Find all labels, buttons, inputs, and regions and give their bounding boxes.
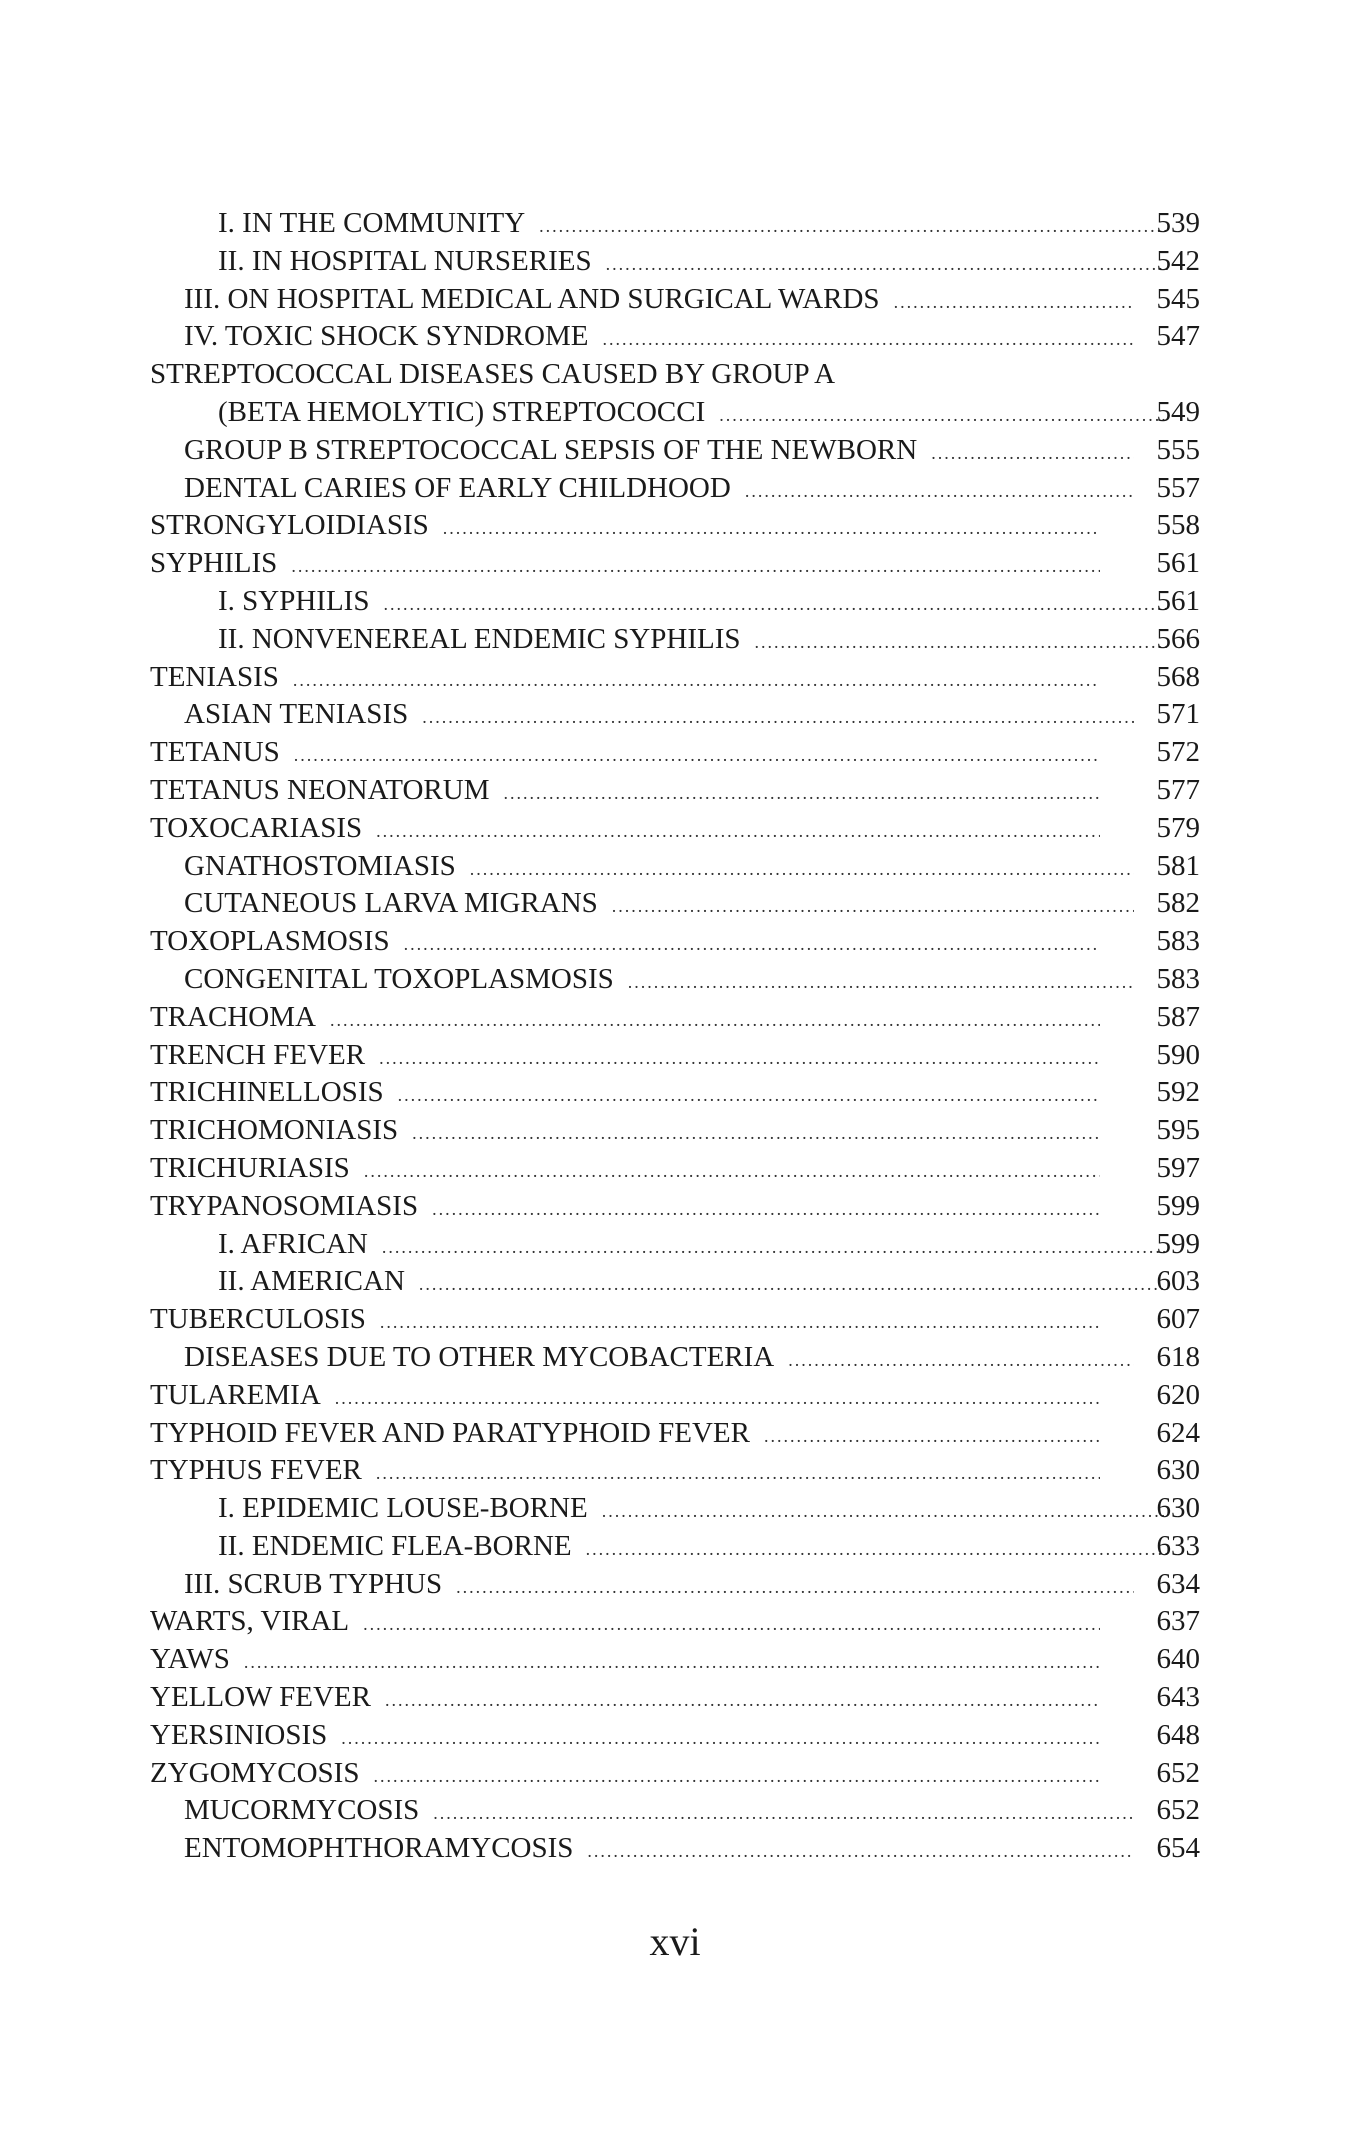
toc-entry-text [150, 1603, 1100, 1641]
toc-entry-label: III. SCRUB TYPHUS [184, 1567, 443, 1600]
toc-entry-text [150, 1679, 1100, 1717]
dot-leader [539, 208, 1168, 243]
dot-leader [755, 624, 1169, 659]
dot-leader [788, 1342, 1134, 1377]
toc-entry [150, 621, 1200, 659]
toc-entry [150, 1112, 1200, 1150]
toc-entry [150, 772, 1200, 810]
toc-entry-label: CUTANEOUS LARVA MIGRANS [184, 887, 598, 920]
toc-entry [150, 1037, 1200, 1075]
dot-leader [291, 548, 1100, 583]
toc-entry-page-number: 566 [1156, 622, 1200, 655]
toc-entry-page-number: 583 [1156, 962, 1200, 995]
toc-entry-label: I. IN THE COMMUNITY [218, 207, 526, 239]
toc-entry [150, 470, 1200, 508]
dot-leader [432, 1191, 1100, 1226]
toc-entry [150, 1188, 1200, 1226]
toc-entry-label: TYPHOID FEVER AND PARATYPHOID FEVER [150, 1416, 750, 1449]
toc-entry-text [150, 1792, 1134, 1830]
toc-entry-label: III. ON HOSPITAL MEDICAL AND SURGICAL WARDS [184, 282, 880, 315]
dot-leader [443, 510, 1100, 545]
dot-leader [293, 662, 1100, 697]
dot-leader [244, 1644, 1100, 1679]
toc-entry-text [150, 810, 1100, 848]
toc-entry [150, 734, 1200, 772]
toc-entry-text [150, 1226, 1168, 1264]
dot-leader [587, 1833, 1134, 1868]
toc-entry-label: TULAREMIA [150, 1378, 321, 1411]
toc-entry-label: II. AMERICAN [218, 1265, 405, 1298]
toc-entry-label: ENTOMOPHTHORAMYCOSIS [184, 1832, 574, 1865]
toc-entry-page-number: 592 [1156, 1076, 1200, 1109]
toc-entry-label: TUBERCULOSIS [150, 1303, 366, 1336]
dot-leader [398, 1077, 1100, 1112]
toc-entry-label: CONGENITAL TOXOPLASMOSIS [184, 962, 614, 995]
toc-entry-page-number: 652 [1156, 1756, 1200, 1789]
toc-entry [150, 205, 1200, 243]
dot-leader [612, 888, 1134, 923]
toc-entry [150, 961, 1200, 999]
toc-entry-page-number: 577 [1156, 773, 1200, 806]
toc-entry [150, 1452, 1200, 1490]
toc-entry-page-number: 618 [1156, 1340, 1200, 1373]
toc-entry-page-number: 637 [1156, 1605, 1200, 1638]
toc-entry-text [150, 734, 1100, 772]
toc-entry-label: MUCORMYCOSIS [184, 1794, 420, 1827]
toc-entry [150, 999, 1200, 1037]
toc-entry-text [150, 1263, 1168, 1301]
toc-entry-page-number: 547 [1156, 320, 1200, 353]
dot-leader [373, 1758, 1100, 1793]
toc-entry-label: TRICHINELLOSIS [150, 1076, 384, 1109]
toc-entry-label: TETANUS NEONATORUM [150, 773, 490, 806]
toc-entry-page-number: 633 [1156, 1529, 1200, 1562]
toc-entry-page-number: 648 [1156, 1718, 1200, 1751]
toc-entry-label: ZYGOMYCOSIS [150, 1756, 360, 1789]
toc-entry-page-number: 561 [1156, 584, 1200, 617]
toc-entry-page-number: 640 [1156, 1643, 1200, 1676]
toc-entry-text [150, 1188, 1100, 1226]
toc-entry-label: I. EPIDEMIC LOUSE-BORNE [218, 1492, 588, 1525]
toc-entry-text [150, 848, 1134, 886]
toc-entry [150, 1717, 1200, 1755]
dot-leader [719, 397, 1168, 432]
toc-entry-label: YERSINIOSIS [150, 1718, 328, 1751]
toc-entry-text [150, 545, 1100, 583]
toc-entry-label: WARTS, VIRAL [150, 1605, 350, 1638]
toc-entry-label: GROUP B STREPTOCOCCAL SEPSIS OF THE NEWBORN [184, 433, 918, 466]
toc-entry-label: STREPTOCOCCAL DISEASES CAUSED BY GROUP A [150, 358, 836, 391]
toc-entry-page-number: 634 [1156, 1567, 1200, 1600]
toc-entry-page-number: 572 [1156, 736, 1200, 769]
toc-entry-text [150, 1415, 1100, 1453]
toc-entry-page-number: 652 [1156, 1794, 1200, 1827]
dot-leader [383, 586, 1168, 621]
toc-entry-text [150, 507, 1100, 545]
toc-entry-page-number: 558 [1156, 509, 1200, 542]
toc-entry-label: TOXOPLASMOSIS [150, 925, 390, 958]
dot-leader [376, 813, 1100, 848]
toc-entry-page-number: 581 [1156, 849, 1200, 882]
toc-entry-text [150, 1452, 1100, 1490]
toc-entry-text [150, 470, 1134, 508]
toc-entry [150, 1377, 1200, 1415]
dot-leader [470, 851, 1134, 886]
dot-leader [456, 1569, 1134, 1604]
toc-entry-page-number: 624 [1156, 1416, 1200, 1449]
toc-entry [150, 243, 1200, 281]
toc-entry-label: TRENCH FEVER [150, 1038, 366, 1071]
toc-entry [150, 432, 1200, 470]
dot-leader [404, 926, 1100, 961]
toc-entry-text [150, 1339, 1134, 1377]
toc-entry [150, 1301, 1200, 1339]
dot-leader [379, 1040, 1100, 1075]
toc-entry-page-number: 587 [1156, 1000, 1200, 1033]
dot-leader [745, 473, 1134, 508]
toc-entry-label: TRACHOMA [150, 1000, 316, 1033]
toc-entry [150, 583, 1200, 621]
toc-entry-page-number: 579 [1156, 811, 1200, 844]
toc-entry [150, 848, 1200, 886]
toc-entry-page-number: 630 [1156, 1454, 1200, 1487]
toc-entry-label: TRICHURIASIS [150, 1151, 350, 1184]
toc-entry [150, 1339, 1200, 1377]
toc-entry-label: TYPHUS FEVER [150, 1454, 362, 1487]
toc-entry-page-number: 539 [1156, 207, 1200, 239]
toc-entry-text [150, 1755, 1100, 1793]
toc-entry-page-number: 542 [1156, 244, 1200, 277]
toc-entry-label: TRICHOMONIASIS [150, 1114, 399, 1147]
dot-leader [433, 1795, 1134, 1830]
dot-leader [504, 775, 1100, 810]
toc-entry [150, 1755, 1200, 1793]
toc-entry [150, 1074, 1200, 1112]
toc-entry [150, 394, 1200, 432]
toc-entry-text [150, 583, 1168, 621]
dot-leader [330, 1002, 1100, 1037]
dot-leader [294, 737, 1100, 772]
toc-entry-text [150, 696, 1134, 734]
toc-entry [150, 1490, 1200, 1528]
toc-entry-text [150, 1528, 1168, 1566]
toc-entry-text [150, 999, 1100, 1037]
toc-entry-label: TRYPANOSOMIASIS [150, 1189, 419, 1222]
toc-entry-label: TETANUS [150, 736, 280, 769]
toc-entry-page-number: 620 [1156, 1378, 1200, 1411]
table-of-contents [150, 205, 1200, 1868]
dot-leader [341, 1720, 1100, 1755]
toc-entry [150, 1830, 1200, 1868]
toc-entry [150, 885, 1200, 923]
toc-entry-label: DISEASES DUE TO OTHER MYCOBACTERIA [184, 1340, 775, 1373]
toc-entry-label: TENIASIS [150, 660, 279, 693]
toc-entry-text [150, 1074, 1100, 1112]
toc-entry [150, 318, 1200, 356]
toc-entry-label: II. IN HOSPITAL NURSERIES [218, 244, 592, 277]
toc-entry-page-number: 582 [1156, 887, 1200, 920]
toc-entry-text [150, 621, 1168, 659]
toc-entry-text [150, 318, 1134, 356]
toc-entry-text [150, 1150, 1100, 1188]
toc-entry-page-number: 607 [1156, 1303, 1200, 1336]
toc-entry-text [150, 432, 1134, 470]
toc-entry-page-number: 545 [1156, 282, 1200, 315]
dot-leader [764, 1418, 1100, 1453]
toc-entry [150, 545, 1200, 583]
toc-entry-text [150, 205, 1168, 243]
toc-entry [150, 507, 1200, 545]
toc-entry [150, 1603, 1200, 1641]
page-number: xvi [649, 1919, 701, 1964]
toc-entry [150, 356, 1200, 394]
dot-leader [602, 321, 1134, 356]
toc-entry-label: II. NONVENEREAL ENDEMIC SYPHILIS [218, 622, 741, 655]
toc-entry [150, 1528, 1200, 1566]
toc-entry-label: I. AFRICAN [218, 1227, 368, 1260]
toc-entry [150, 659, 1200, 697]
toc-entry [150, 923, 1200, 961]
toc-entry [150, 1792, 1200, 1830]
toc-entry-text [150, 1717, 1100, 1755]
toc-entry-label: SYPHILIS [150, 547, 278, 580]
toc-entry-text [150, 1830, 1134, 1868]
dot-leader [363, 1606, 1100, 1641]
dot-leader [364, 1153, 1100, 1188]
toc-entry [150, 696, 1200, 734]
dot-leader [586, 1531, 1168, 1566]
toc-entry [150, 1415, 1200, 1453]
toc-entry-text [150, 772, 1100, 810]
toc-entry-text [150, 961, 1134, 999]
toc-entry [150, 281, 1200, 319]
toc-entry-page-number: 590 [1156, 1038, 1200, 1071]
toc-entry-text [150, 281, 1134, 319]
toc-entry-page-number: 630 [1156, 1492, 1200, 1525]
toc-entry-page-number: 557 [1156, 471, 1200, 504]
dot-leader [931, 435, 1134, 470]
toc-entry-text [150, 659, 1100, 697]
toc-entry-page-number: 599 [1156, 1227, 1200, 1260]
toc-entry [150, 810, 1200, 848]
toc-entry-text [150, 1112, 1100, 1150]
toc-entry-text [150, 356, 1100, 394]
toc-entry-page-number: 555 [1156, 433, 1200, 466]
toc-entry [150, 1641, 1200, 1679]
toc-entry [150, 1226, 1200, 1264]
toc-entry-text [150, 394, 1168, 432]
toc-entry-text [150, 1377, 1100, 1415]
toc-entry-label: II. ENDEMIC FLEA-BORNE [218, 1529, 572, 1562]
dot-leader [376, 1455, 1100, 1490]
toc-entry-label: YELLOW FEVER [150, 1681, 371, 1714]
toc-entry-page-number: 561 [1156, 547, 1200, 580]
toc-entry-text [150, 1641, 1100, 1679]
toc-entry [150, 1566, 1200, 1604]
toc-entry-page-number: 571 [1156, 698, 1200, 731]
toc-entry-page-number: 603 [1156, 1265, 1200, 1298]
toc-entry-page-number: 597 [1156, 1151, 1200, 1184]
toc-entry-text [150, 923, 1100, 961]
dot-leader [602, 1493, 1168, 1528]
toc-entry-text [150, 243, 1168, 281]
toc-entry [150, 1679, 1200, 1717]
toc-entry-page-number: 654 [1156, 1832, 1200, 1865]
toc-entry-text [150, 1037, 1100, 1075]
dot-leader [335, 1380, 1100, 1415]
toc-entry-page-number: 599 [1156, 1189, 1200, 1222]
toc-entry-text [150, 1490, 1168, 1528]
toc-entry-page-number: 583 [1156, 925, 1200, 958]
toc-entry-label: STRONGYLOIDIASIS [150, 509, 429, 542]
toc-entry-label: ASIAN TENIASIS [184, 698, 409, 731]
toc-entry-page-number: 595 [1156, 1114, 1200, 1147]
toc-entry-label: YAWS [150, 1643, 230, 1676]
toc-entry-text [150, 885, 1134, 923]
toc-entry [150, 1150, 1200, 1188]
dot-leader [606, 246, 1168, 281]
toc-entry [150, 1263, 1200, 1301]
dot-leader [419, 1266, 1168, 1301]
toc-entry-text [150, 1566, 1134, 1604]
toc-entry-label: DENTAL CARIES OF EARLY CHILDHOOD [184, 471, 731, 504]
toc-entry-label: (BETA HEMOLYTIC) STREPTOCOCCI [218, 395, 706, 428]
dot-leader [385, 1682, 1100, 1717]
dot-leader [894, 284, 1134, 319]
dot-leader [422, 699, 1134, 734]
toc-entry-page-number: 568 [1156, 660, 1200, 693]
dot-leader [412, 1115, 1100, 1150]
toc-entry-label: IV. TOXIC SHOCK SYNDROME [184, 320, 589, 353]
dot-leader [382, 1229, 1168, 1264]
toc-entry-label: GNATHOSTOMIASIS [184, 849, 456, 882]
dot-leader [628, 964, 1134, 999]
toc-entry-page-number: 549 [1156, 395, 1200, 428]
toc-entry-label: TOXOCARIASIS [150, 811, 363, 844]
toc-entry-page-number: 643 [1156, 1681, 1200, 1714]
toc-entry-text [150, 1301, 1100, 1339]
dot-leader [380, 1304, 1100, 1339]
toc-entry-label: I. SYPHILIS [218, 584, 370, 617]
